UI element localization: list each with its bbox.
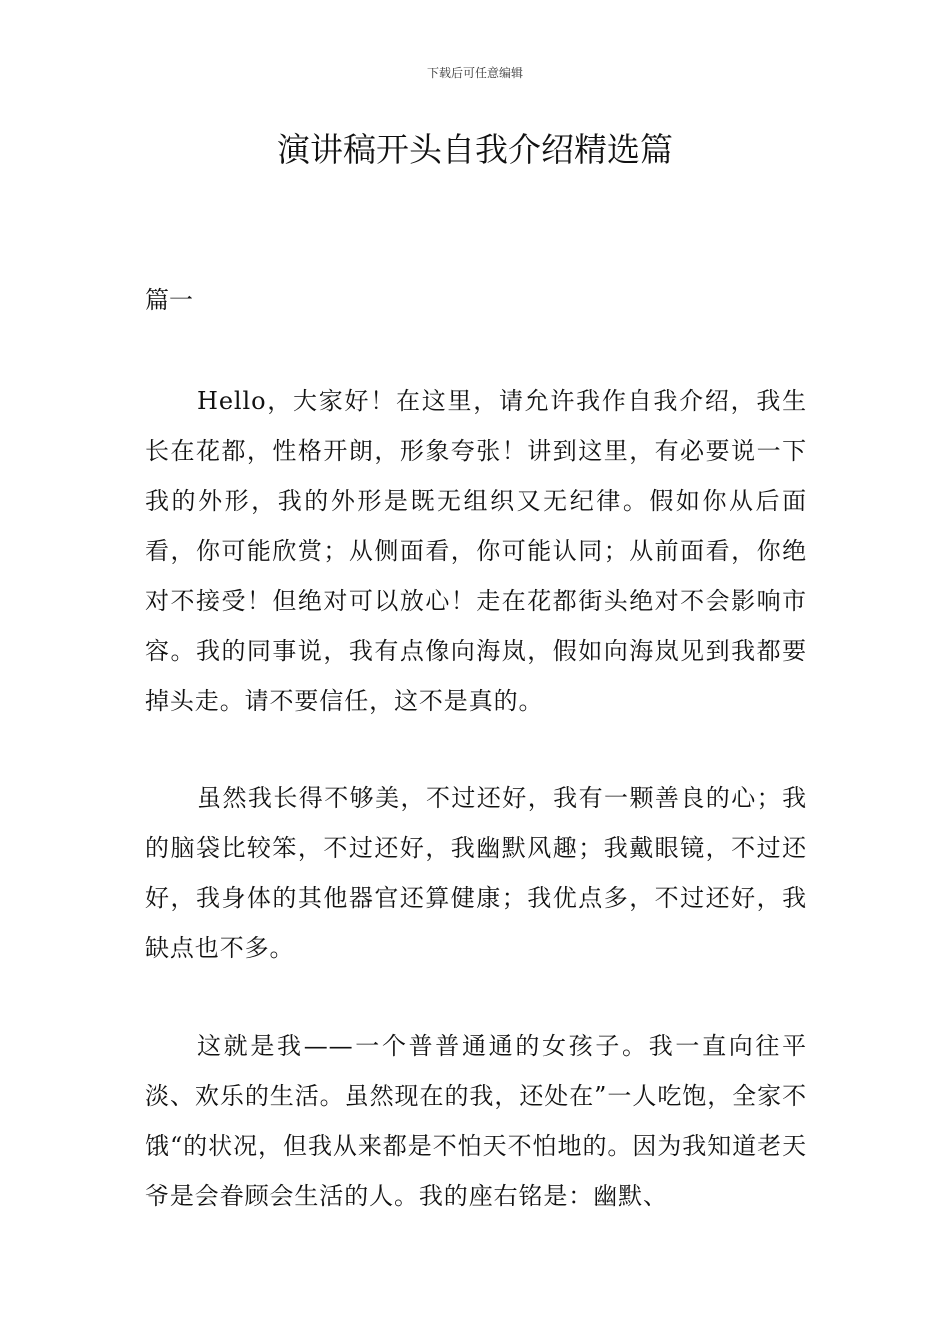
paragraph-2: 虽然我长得不够美，不过还好，我有一颗善良的心；我的脑袋比较笨，不过还好，我幽默风趣；我戴眼镜，不过还好，我身体的其他器官还算健康；我优点多，不过还好，我缺点也不多。 [145, 784, 807, 962]
paragraph-3: 这就是我——一个普普通通的女孩子。我一直向往平淡、欢乐的生活。虽然现在的我，还处在”一人吃饱，全家不饿“的状况，但我从来都是不怕天不怕地的。因为我知道老天爷是会眷顾会生活的人。我的座右铭是：幽默、 [145, 1032, 807, 1210]
header-note: 下载后可任意编辑 [426, 66, 523, 80]
page-title: 演讲稿开头自我介绍精选篇 [277, 130, 673, 169]
section-heading: 篇一 [145, 286, 193, 314]
paragraph-1: Hello，大家好！在这里，请允许我作自我介绍，我生长在花都，性格开朗，形象夸张！讲到这里，有必要说一下我的外形，我的外形是既无组织又无纪律。假如你从后面看，你可能欣赏；从侧面看，你可能认同；从前面看，你绝对不接受！但绝对可以放心！走在花都街头绝对不会影响市容。我的同事说，我有点像向海岚，假如向海岚见到我都要掉头走。请不要信任，这不是真的。 [145, 387, 807, 715]
